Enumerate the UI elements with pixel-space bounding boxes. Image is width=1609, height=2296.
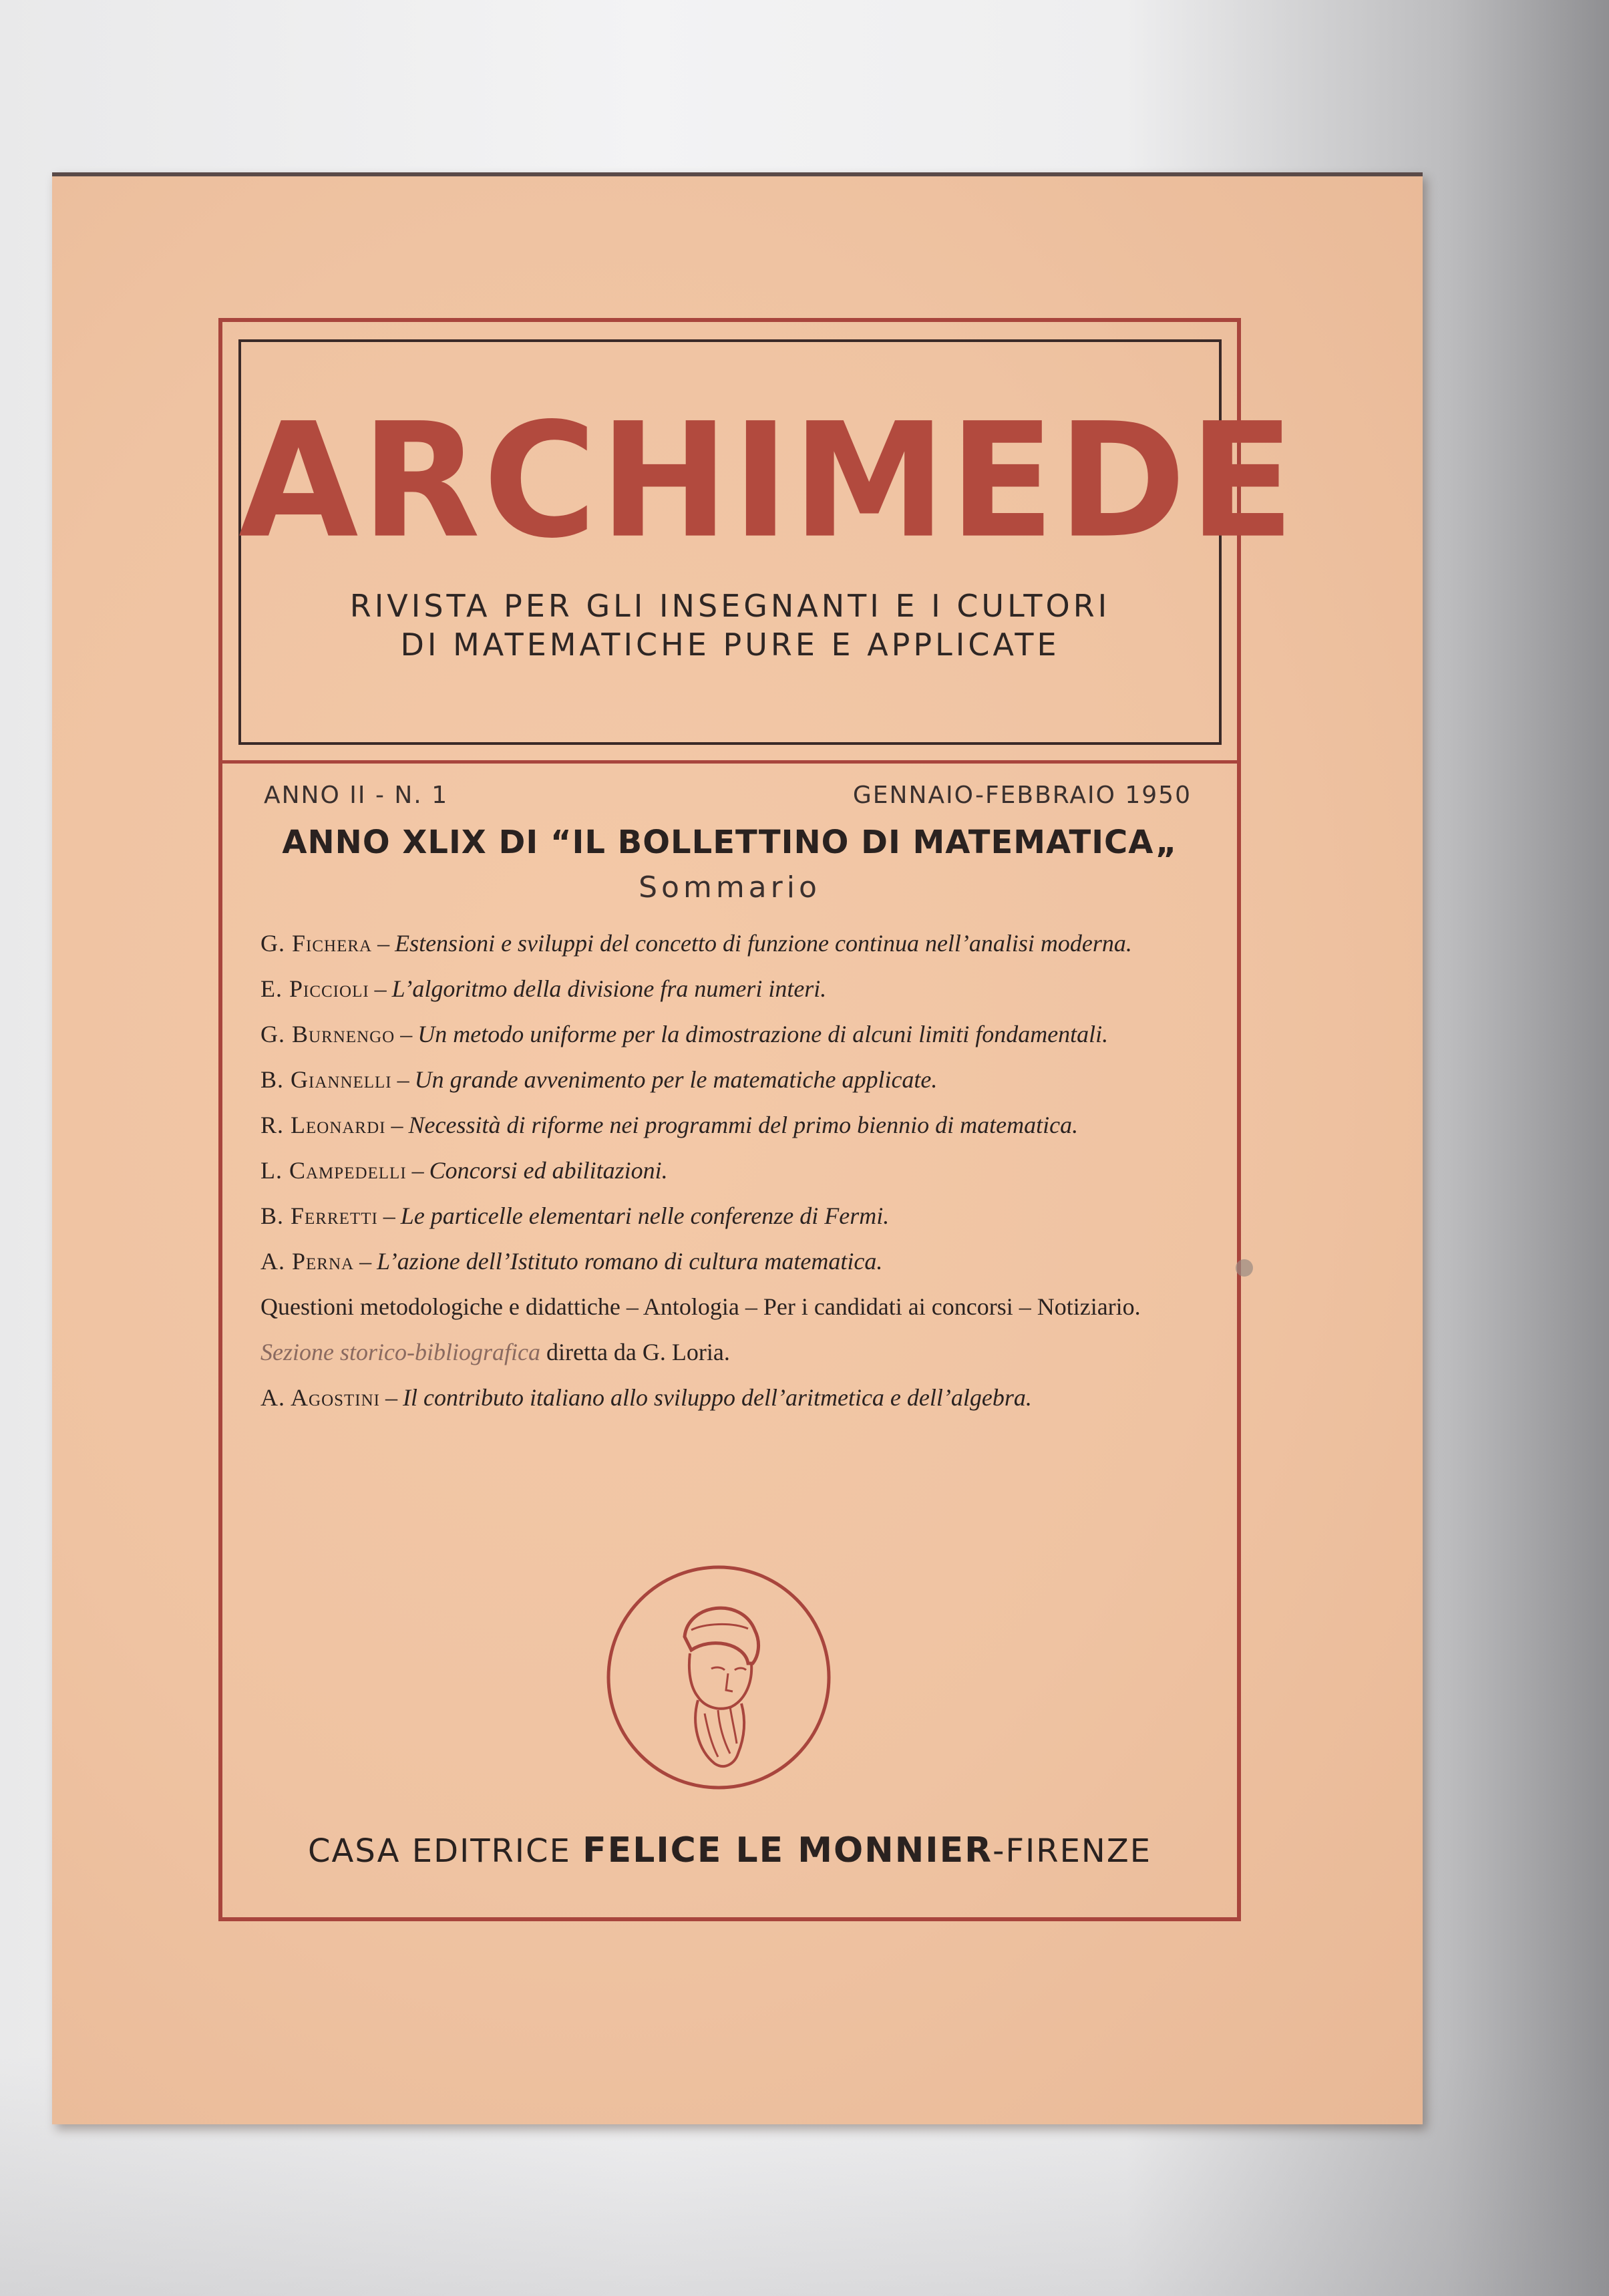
sections-line: Questioni metodologiche e didattiche – Antologia – Per i candidati ai concorsi – Notiziario. xyxy=(260,1293,1141,1320)
publisher-prefix: CASA EDITRICE xyxy=(307,1832,571,1870)
toc-item xyxy=(260,1247,1189,1276)
toc-title: Estensioni e sviluppi del concetto di funzione continua nell’analisi moderna. xyxy=(395,930,1132,957)
toc-separator: – xyxy=(400,1021,413,1047)
frame-divider xyxy=(218,760,1241,764)
issue-date: GENNAIO-FEBBRAIO 1950 xyxy=(852,782,1192,809)
toc-separator: – xyxy=(377,930,390,957)
toc-title: L’algoritmo della divisione fra numeri interi. xyxy=(391,975,827,1002)
toc-title: Le particelle elementari nelle conferenze di Fermi. xyxy=(400,1202,890,1229)
toc-separator: – xyxy=(359,1248,372,1275)
toc-separator: – xyxy=(383,1202,395,1229)
toc-author: G. Burnengo xyxy=(260,1021,395,1047)
toc-title: Un metodo uniforme per la dimostrazione di alcuni limiti fondamentali. xyxy=(417,1021,1109,1047)
toc-separator: – xyxy=(374,975,387,1002)
toc-item xyxy=(260,974,1189,1003)
toc-author: L. Campedelli xyxy=(260,1157,407,1184)
toc-separator: – xyxy=(391,1112,403,1138)
toc-author: A. Agostini xyxy=(260,1384,380,1411)
toc-separator: – xyxy=(385,1384,397,1411)
sommario-heading: Sommario xyxy=(639,870,821,905)
anno-heading: ANNO XLIX DI “IL BOLLETTINO DI MATEMATICA„ xyxy=(282,824,1178,861)
sezione-label: Sezione storico-bibliografica xyxy=(260,1339,540,1365)
toc-item xyxy=(260,1019,1189,1049)
issue-number: ANNO II - N. 1 xyxy=(264,782,449,809)
sezione-line xyxy=(260,1337,1189,1367)
toc-item xyxy=(260,929,1189,958)
masthead-title: ARCHIMEDE xyxy=(238,389,1298,573)
toc-separator: – xyxy=(397,1066,409,1093)
toc-item xyxy=(260,1065,1189,1094)
publisher-name: FELICE LE MONNIER xyxy=(582,1830,993,1870)
toc-author: B. Ferretti xyxy=(260,1202,378,1229)
toc-author: G. Fichera xyxy=(260,930,373,957)
publisher-suffix: -FIRENZE xyxy=(993,1832,1152,1870)
subtitle-line-1: RIVISTA PER GLI INSEGNANTI E I CULTORI xyxy=(349,588,1111,624)
toc-author: R. Leonardi xyxy=(260,1112,386,1138)
publisher-line xyxy=(218,1830,1241,1870)
table-of-contents xyxy=(260,929,1189,1428)
toc-item xyxy=(260,1201,1189,1231)
toc-separator: – xyxy=(411,1157,424,1184)
paper-smudge xyxy=(1236,1259,1253,1277)
toc-title: Necessità di riforme nei programmi del primo biennio di matematica. xyxy=(408,1112,1079,1138)
sezione-rest: diretta da G. Loria. xyxy=(546,1339,730,1365)
toc-author: E. Piccioli xyxy=(260,975,369,1002)
toc-title: Il contributo italiano allo sviluppo dell’aritmetica e dell’algebra. xyxy=(403,1384,1032,1411)
toc-title: L’azione dell’Istituto romano di cultura matematica. xyxy=(377,1248,883,1275)
toc-item xyxy=(260,1383,1189,1412)
toc-author: A. Perna xyxy=(260,1248,355,1275)
masthead-subtitle xyxy=(238,587,1222,664)
toc-author: B. Giannelli xyxy=(260,1066,392,1093)
toc-item xyxy=(260,1110,1189,1140)
subtitle-line-2: DI MATEMATICHE PURE E APPLICATE xyxy=(400,627,1060,663)
toc-title: Un grande avvenimento per le matematiche applicate. xyxy=(414,1066,938,1093)
toc-title: Concorsi ed abilitazioni. xyxy=(429,1157,668,1184)
archimedes-portrait-emblem xyxy=(604,1563,834,1792)
toc-item xyxy=(260,1156,1189,1185)
